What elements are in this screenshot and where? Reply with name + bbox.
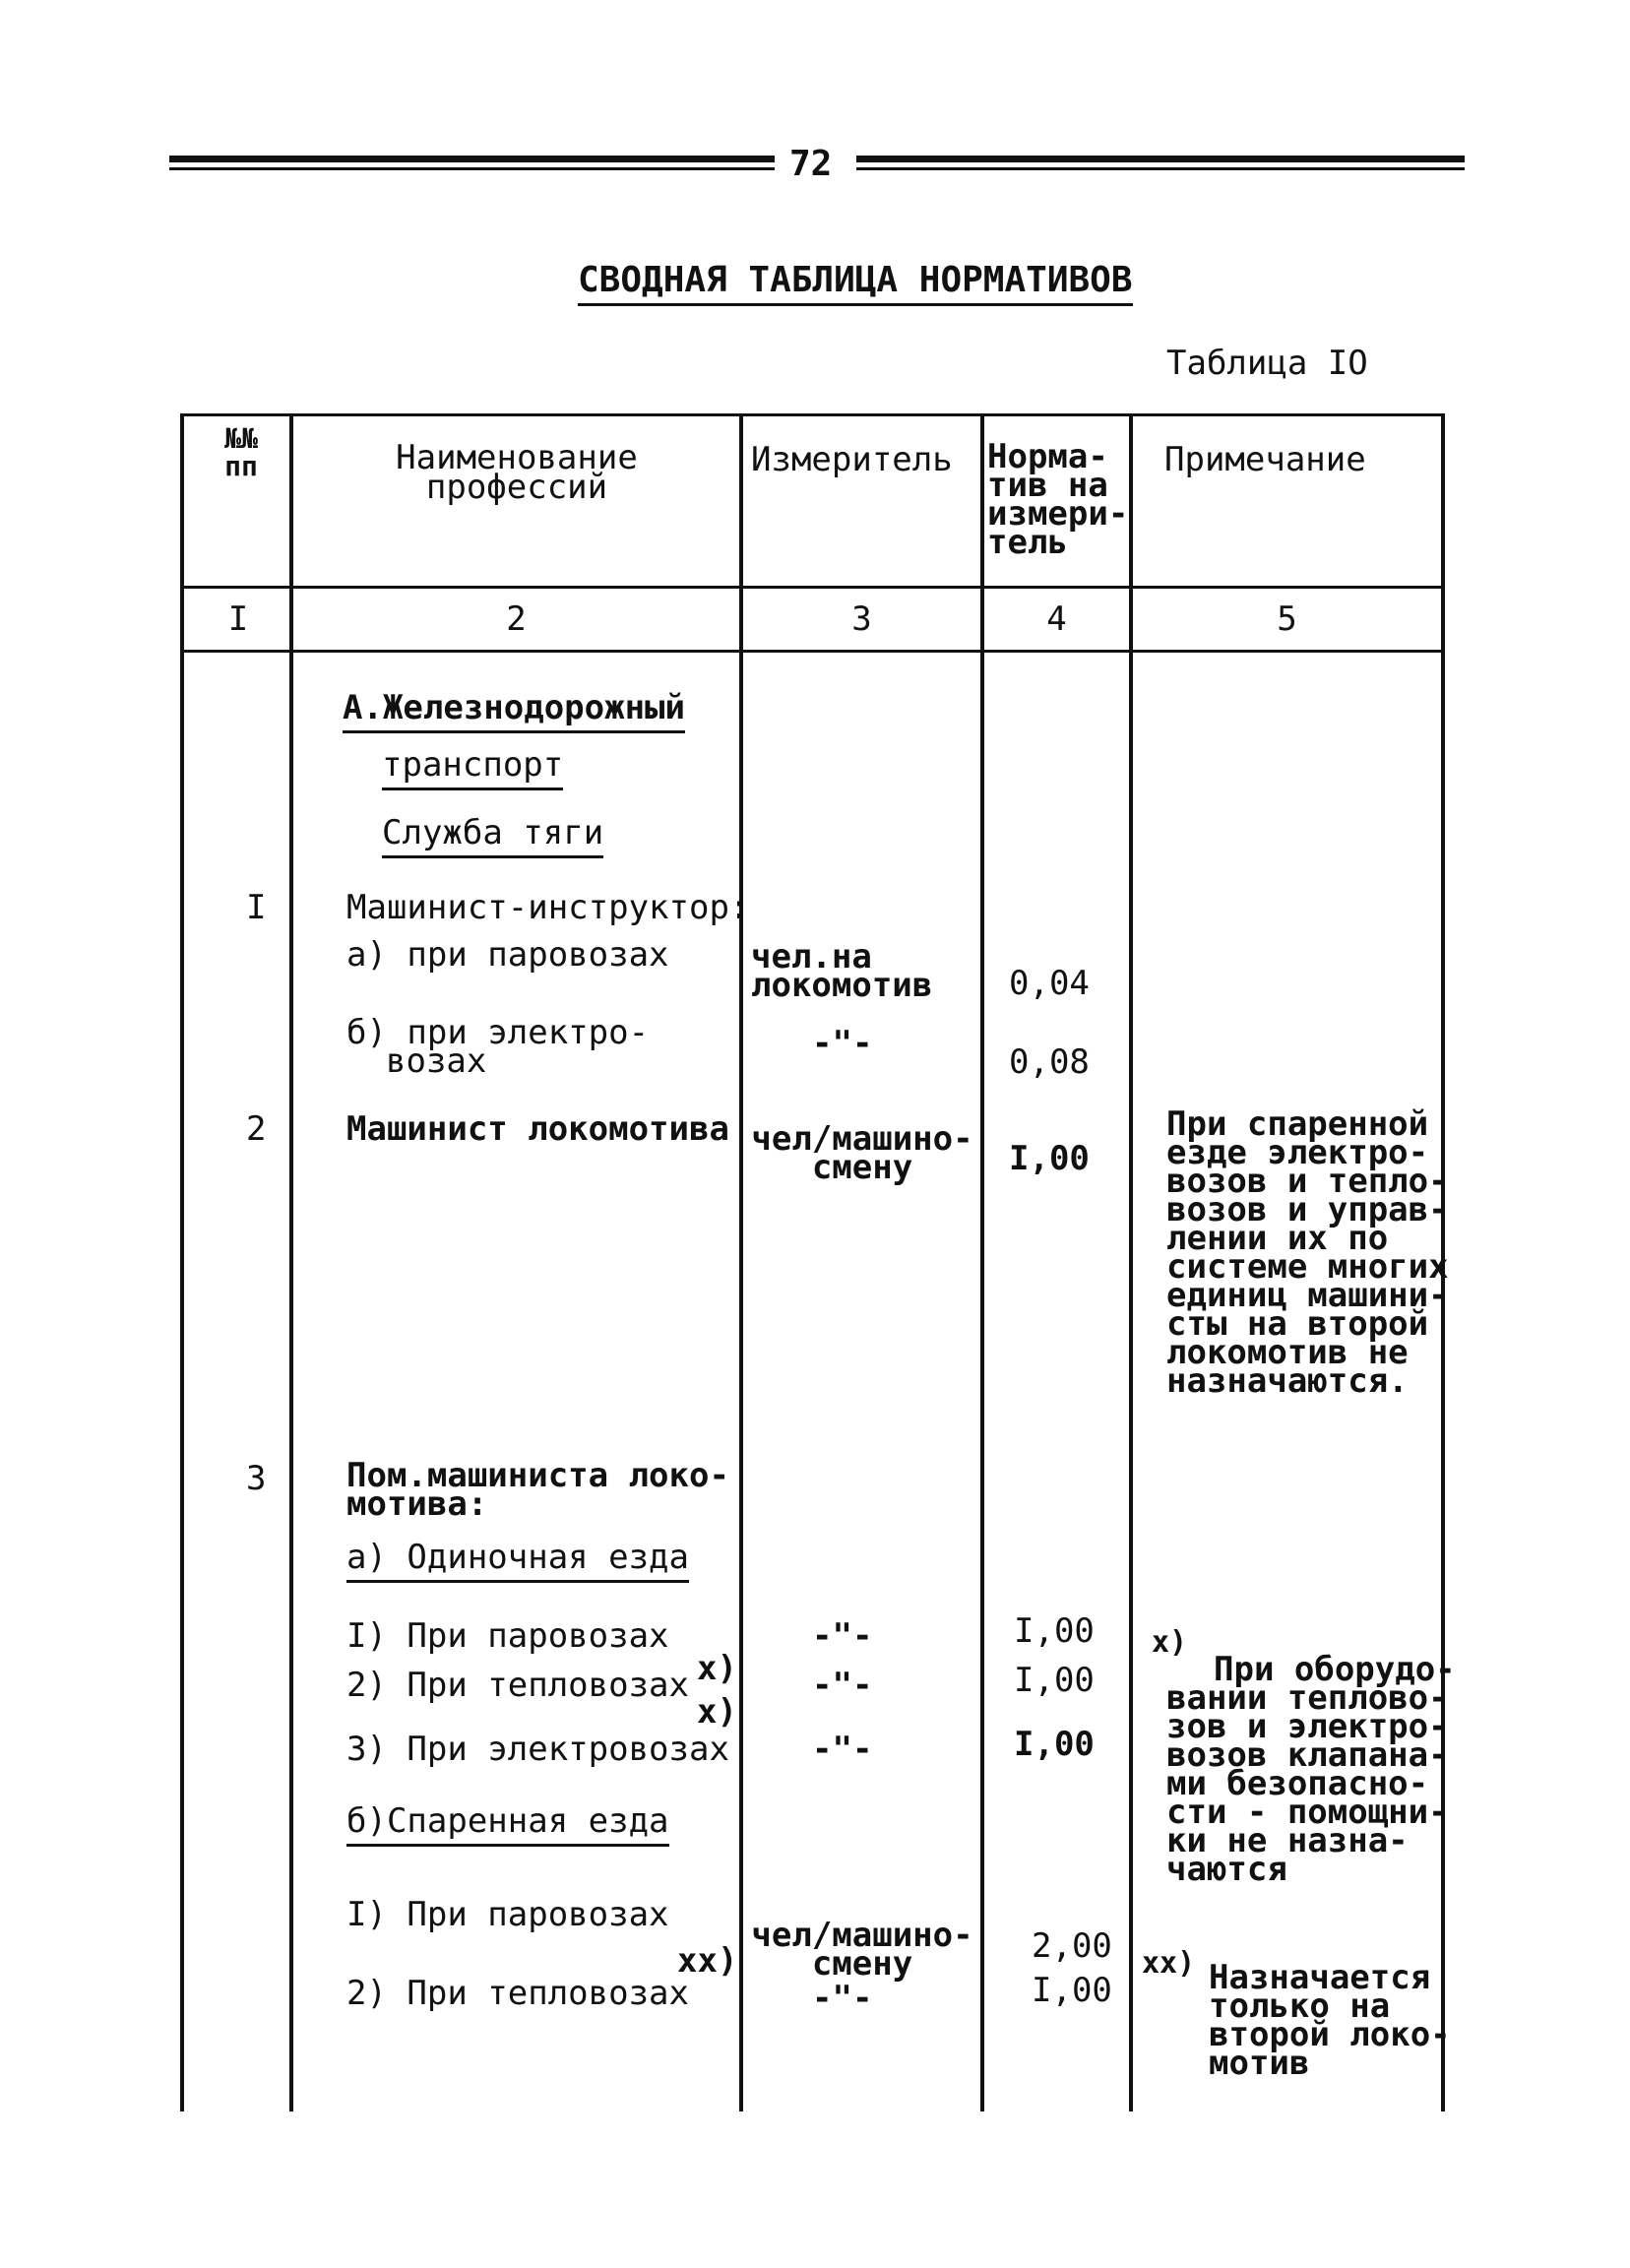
header-rule-left-thin xyxy=(169,167,775,170)
section-title-line1: А.Железнодорожный xyxy=(343,691,685,733)
header-unit: Измеритель xyxy=(751,440,953,479)
header-bottom-border xyxy=(180,586,1445,589)
row3-b-title: б)Спаренная езда xyxy=(346,1804,669,1847)
row1-b-unit: -"- xyxy=(812,1024,873,1063)
header-rule-right xyxy=(856,156,1465,162)
row3-b1-norm: 2,00 xyxy=(1032,1926,1112,1966)
row3-b1-name: I) При паровозах xyxy=(346,1895,669,1934)
row3-note-x: При оборудо- вании теплово- зов и электро- возов клапана- ми безопасно- сти - помощни- ки не назна- чаются xyxy=(1166,1650,1456,1889)
row1-b-name: б) при электро- возах xyxy=(346,1013,650,1081)
header-name: Наименование профессий xyxy=(396,438,638,507)
row3-a-title: а) Одиночная езда xyxy=(346,1541,689,1583)
row3-a3-name: 3) При электровозах xyxy=(346,1730,729,1769)
row2-name: Машинист локомотива xyxy=(346,1109,729,1149)
row3-note-xx-mark: xx) xyxy=(1142,1946,1196,1981)
header-rule-left xyxy=(169,156,775,162)
colnum-2: 2 xyxy=(506,599,527,639)
row2-norm: I,00 xyxy=(1009,1139,1090,1178)
row1-a-unit: чел.на локомотив xyxy=(751,937,933,1005)
col-divider-3 xyxy=(980,413,984,2111)
row2-num: 2 xyxy=(246,1109,267,1149)
row3-note-x-mark: x) xyxy=(1152,1625,1188,1660)
row3-a2-norm: I,00 xyxy=(1014,1661,1095,1700)
row3-b2-mark: xx) xyxy=(677,1941,738,1981)
row1-num: I xyxy=(246,888,267,927)
row3-name: Пом.машиниста локо- мотива: xyxy=(346,1456,729,1524)
row3-note-xx: Назначается только на второй локо- мотив xyxy=(1209,1958,1451,2083)
row3-a1-unit: -"- xyxy=(812,1616,873,1656)
header-rule-right-thin xyxy=(856,167,1465,170)
section-subtitle: Служба тяги xyxy=(382,816,603,858)
colnum-3: 3 xyxy=(851,599,872,639)
row1-b-norm: 0,08 xyxy=(1009,1042,1090,1082)
col-divider-1 xyxy=(289,413,293,2111)
row3-num: 3 xyxy=(246,1459,267,1498)
colnum-bottom-border xyxy=(180,650,1445,653)
col-divider-2 xyxy=(739,413,743,2111)
table-label: Таблица IO xyxy=(1166,344,1368,383)
row3-a2-name: 2) При тепловозах xyxy=(346,1666,689,1705)
colnum-5: 5 xyxy=(1277,599,1297,639)
table-border-left xyxy=(180,413,184,2111)
colnum-1: I xyxy=(227,599,249,639)
page-title: СВОДНАЯ ТАБЛИЦА НОРМАТИВОВ xyxy=(578,264,1133,306)
page-number: 72 xyxy=(789,144,833,184)
row3-b2-unit: -"- xyxy=(812,1979,873,2018)
row3-a3-norm: I,00 xyxy=(1014,1725,1095,1764)
row3-a2-unit: -"- xyxy=(812,1666,873,1705)
row1-a-norm: 0,04 xyxy=(1009,964,1090,1003)
row3-b2-name: 2) При тепловозах xyxy=(346,1974,689,2013)
row3-a2-mark: x) xyxy=(697,1649,737,1688)
table-top-border xyxy=(180,413,1445,416)
row3-a1-norm: I,00 xyxy=(1014,1611,1095,1651)
row1-name: Машинист-инструктор: xyxy=(346,888,750,927)
row2-unit: чел/машино- смену xyxy=(751,1119,973,1187)
row2-note: При спаренной езде электро- возов и тепло- возов и управ- лении их по системе многих единиц машини- сты на второй локомотив не назначаются. xyxy=(1166,1104,1449,1401)
section-title-line2: транспорт xyxy=(382,748,563,790)
row3-a1-name: I) При паровозах xyxy=(346,1616,669,1656)
row3-a3-unit: -"- xyxy=(812,1730,873,1769)
row3-b1-unit: чел/машино- смену xyxy=(751,1916,973,1984)
header-note: Примечание xyxy=(1164,440,1366,479)
header-norm: Норма- тив на измери- тель xyxy=(987,437,1129,562)
colnum-4: 4 xyxy=(1046,599,1067,639)
header-num: №№ пп xyxy=(224,422,258,482)
row3-b2-norm: I,00 xyxy=(1032,1971,1112,2010)
row1-a-name: а) при паровозах xyxy=(346,935,669,975)
col-divider-4 xyxy=(1129,413,1133,2111)
row3-a3-mark: x) xyxy=(697,1692,737,1732)
